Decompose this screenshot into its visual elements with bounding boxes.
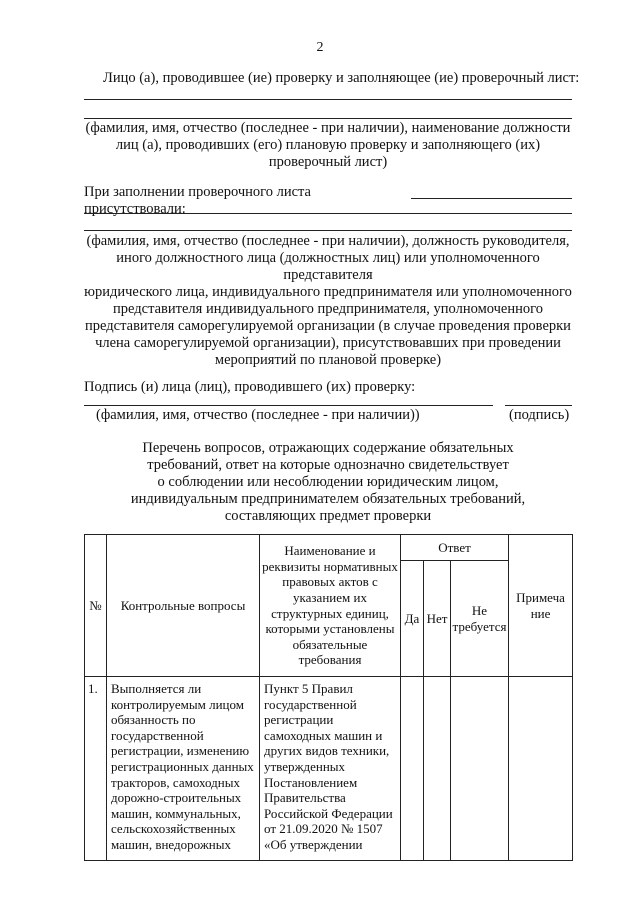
act-line: Российской Федерации [264,805,393,821]
header-questions: Контрольные вопросы [107,535,260,677]
header-number: № [85,535,107,677]
header-not-required-line: Не [471,602,488,618]
header-acts-line: структурных единиц, [271,605,389,621]
list-title [84,440,572,525]
act-line: Пункт 5 Правил [264,681,353,696]
act-line: самоходных машин и [264,727,383,743]
caption-line: проверочный лист) [268,154,388,170]
caption-line: представителя индивидуального предпринимателя, уполномоченного [113,301,543,317]
header-acts-line: обязательные [292,636,368,652]
question-line: регистрационных данных [111,758,254,774]
act-line: Правительства [264,790,346,806]
fill-line [84,213,572,214]
act-line: государственной [264,696,357,712]
row-yes-cell[interactable] [401,677,424,861]
header-acts-line: Наименование и [284,543,376,559]
fill-line [84,230,572,231]
row-number: 1. [85,677,107,861]
inspector-caption [84,120,572,171]
caption-line: (фамилия, имя, отчество (последнее - при наличии), должность руководителя, [86,233,570,249]
row-question [107,677,260,861]
act-line: от 21.09.2020 № 1507 [264,821,383,837]
title-line: о соблюдении или несоблюдении юридическим лицом, [157,474,499,490]
signature-heading: Подпись (и) лица (лиц), проводившего (их) проверку: [84,379,416,395]
caption-line: мероприятий по плановой проверке) [214,352,442,368]
title-line: индивидуальным предпринимателем обязательных требований, [130,491,526,507]
fill-line [84,99,572,100]
inspector-heading: Лицо (а), проводившее (ие) проверку и заполняющее (ие) проверочный лист: [103,70,580,86]
question-line: обязанность по [111,712,196,728]
signature-name-line [84,405,493,406]
header-acts-line: правовых актов с [282,574,378,590]
act-line: Постановлением [264,774,358,790]
act-line: других видов техники, [264,743,390,759]
row-not-required-cell[interactable] [451,677,509,861]
header-not-required [451,561,509,677]
act-line: утвержденных [264,758,346,774]
header-note-line: ние [530,605,551,621]
page-number: 2 [316,40,324,55]
caption-line: иного должностного лица (должностных лиц) или уполномоченного [116,250,540,266]
caption-line: члена саморегулируемой организации), присутствовавших при проведении [95,335,561,351]
row-note-cell[interactable] [509,677,573,861]
header-acts-line: указанием их [293,589,367,605]
question-line: контролируемым лицом [111,696,244,712]
caption-line: (фамилия, имя, отчество (последнее - при наличии), наименование должности [85,120,571,136]
signature-caption-sign: (подпись) [509,407,570,423]
fill-line [84,118,572,119]
title-line: Перечень вопросов, отражающих содержание обязательных [142,440,514,456]
title-line: составляющих предмет проверки [224,508,432,524]
header-acts-line: которыми установлены [265,621,395,637]
present-caption [84,233,572,369]
signature-caption-name: (фамилия, имя, отчество (последнее - при наличии)) [96,407,420,423]
caption-line: представителя [283,267,373,283]
act-line: регистрации [264,712,334,728]
question-line: регистрации, изменению [111,743,250,759]
header-acts-line: требования [298,652,362,668]
row-no-cell[interactable] [424,677,451,861]
header-note [509,535,573,677]
header-acts-line: реквизиты нормативных [262,558,398,574]
checklist-table [84,534,573,861]
header-no: Нет [424,561,451,677]
act-line: «Об утверждении [264,836,363,852]
header-not-required-line: требуется [452,618,507,634]
title-line: требований, ответ на которые однозначно свидетельствует [147,457,509,473]
question-line: дорожно-строительных [111,790,242,806]
question-line: Выполняется ли [111,681,202,696]
question-line: государственной [111,727,204,743]
row-act [260,677,401,861]
header-note-line: Примеча [516,589,565,605]
caption-line: представителя саморегулируемой организации (в случае проведения проверки [85,318,571,334]
caption-line: юридического лица, индивидуального предпринимателя или уполномоченного [84,284,572,300]
caption-line: лиц (а), проводивших (его) плановую проверку и заполняющего (их) [115,137,541,153]
signature-sign-line [505,405,572,406]
question-line: машин, внедорожных [111,836,231,852]
question-line: тракторов, самоходных [111,774,240,790]
header-yes: Да [401,561,424,677]
question-line: машин, коммунальных, [111,805,241,821]
present-heading: При заполнении проверочного листа присутствовали: [84,184,311,217]
question-line: сельскохозяйственных [111,821,236,837]
fill-line [411,198,572,199]
header-acts [260,535,401,677]
table-row [85,677,573,861]
header-answer: Ответ [401,535,509,561]
